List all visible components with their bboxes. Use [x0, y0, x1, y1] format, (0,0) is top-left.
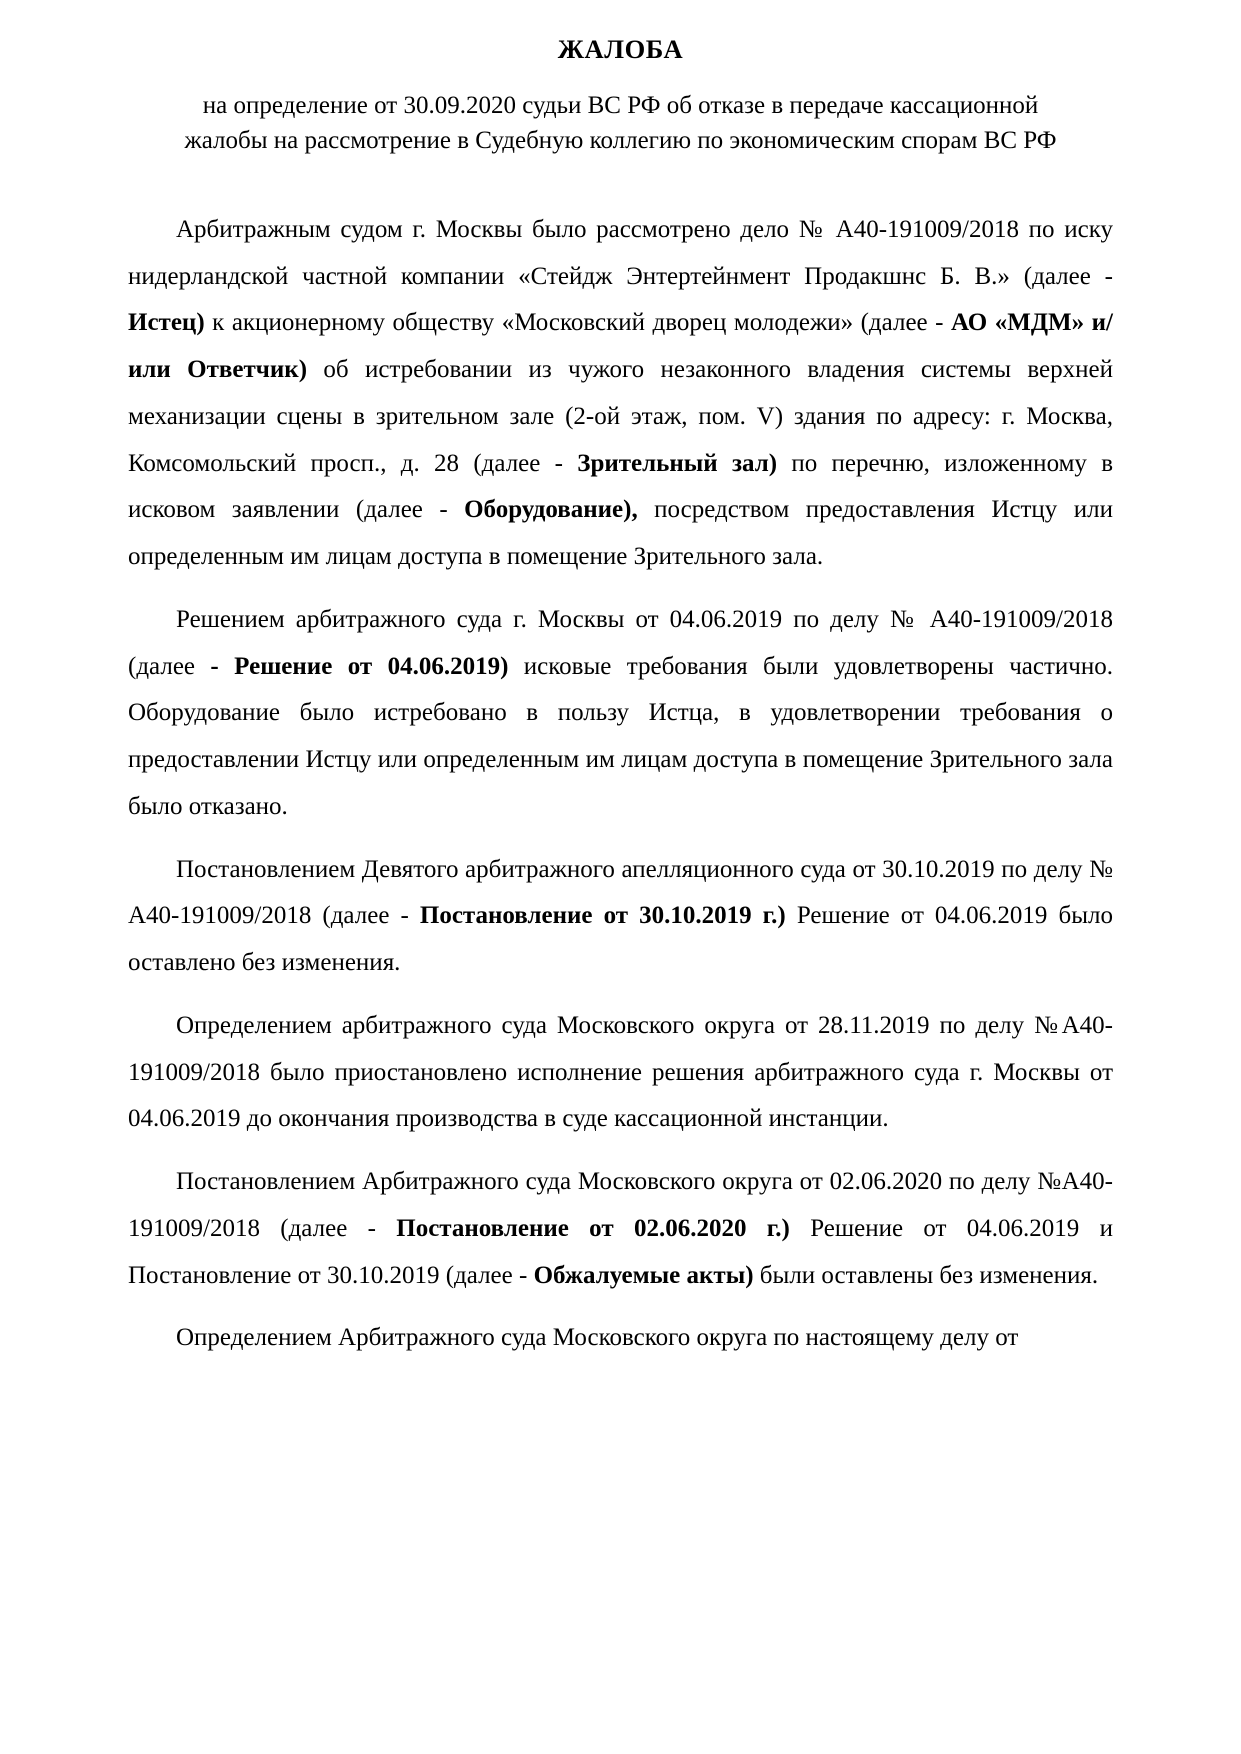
defined-term: Постановление от 30.10.2019 г.): [419, 902, 786, 930]
par-case-intro: [128, 207, 1113, 581]
document-body: [128, 207, 1113, 1362]
defined-term: АО «МДМ» и/или Ответчик): [128, 309, 1113, 384]
text-run: к акционерному обществу «Московский дворец молодежи» (далее -: [204, 309, 951, 337]
text-run: были оставлены без изменения.: [753, 1261, 1099, 1289]
text-run: Определением арбитражного суда Московского округа от 28.11.2019 по делу №А40-191009/2018 было приостановлено исполнение решения арбитражного суда г. Москвы от 04.06.2019 до окончания производства в суде кассационной инстанции.: [128, 1011, 1113, 1133]
defined-term: Зрительный зал): [577, 449, 778, 477]
defined-term: Постановление от 02.06.2020 г.): [396, 1214, 790, 1242]
defined-term: Обжалуемые акты): [533, 1261, 754, 1289]
text-run: Арбитражным судом г. Москвы было рассмотрено дело № А40-191009/2018 по иску нидерландской частной компании «Стейдж Энтертейнмент Продакшнс Б. В.» (далее -: [128, 215, 1113, 290]
text-run: Определением Арбитражного суда Московского округа по настоящему делу от: [176, 1324, 1019, 1352]
defined-term: Истец): [128, 309, 205, 337]
text-run: об истребовании из чужого незаконного владения системы верхней механизации сцены в зрительном зале (2-ой этаж, пом. V) здания по адресу: г. Москва, Комсомольский просп., д. 28 (далее -: [128, 356, 1114, 477]
par-appeal: [128, 847, 1113, 987]
defined-term: - Решение от 04.06.2019): [195, 652, 509, 680]
document-subtitle: [128, 88, 1113, 159]
par-last-partial: [128, 1315, 1113, 1362]
text-run: Постановлением Девятого арбитражного апелляционного суда от 30.10.2019 по делу № А40-191009/2018 (далее -: [128, 855, 1113, 930]
defined-term: Оборудование),: [464, 496, 638, 524]
text-run: Решением арбитражного суда г. Москвы от 04.06.2019 по делу № А40-191009/2018 (далее: [128, 605, 1113, 680]
text-run: Решение от 04.06.2019 было оставлено без изменения.: [128, 902, 1113, 977]
document-title: ЖАЛОБА: [557, 34, 684, 64]
par-first-instance: [128, 597, 1113, 831]
par-suspension: [128, 1003, 1113, 1143]
document-subtitle-line-1: на определение от 30.09.2020 судьи ВС РФ об отказе в передаче кассационной: [202, 91, 1039, 119]
document-subtitle-line-2: жалобы на рассмотрение в Судебную коллегию по экономическим спорам ВС РФ: [184, 127, 1057, 155]
text-run: Решение от 04.06.2019 и Постановление от 30.10.2019 (далее -: [128, 1214, 1113, 1289]
text-run: по перечню, изложенному в исковом заявлении (далее -: [128, 449, 1113, 524]
text-run: Постановлением Арбитражного суда Московского округа от 02.06.2020 по делу №А40-191009/2018 (далее -: [128, 1168, 1113, 1242]
par-cassation: [128, 1159, 1113, 1299]
text-run: исковые требования были удовлетворены частично. Оборудование было истребовано в пользу Истца, в удовлетворении требования о предоставлении Истцу или определенным им лицам доступа в помещение Зрительного зала было отказано.: [128, 652, 1113, 820]
text-run: посредством предоставления Истцу или определенным им лицам доступа в помещение Зрительного зала.: [128, 496, 1113, 571]
